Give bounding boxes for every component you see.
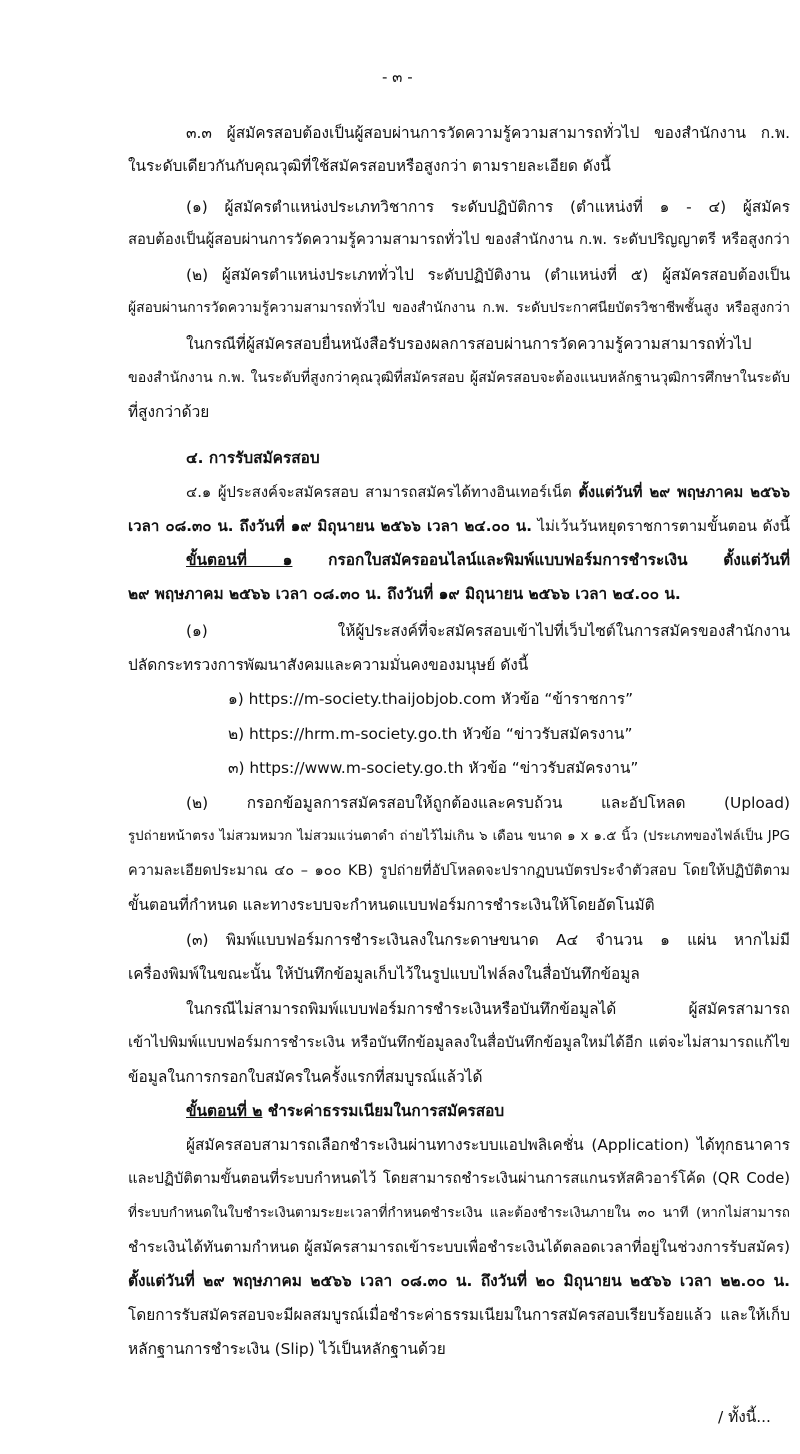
date-range-line: ตั้งแต่วันที่ ๒๙ พฤษภาคม ๒๕๖๖ เวลา ๐๘.๓๐ น. ถึงวันที่ ๒๐ มิถุนายน ๒๕๖๖ เวลา ๒๒.๐๐ น.	[128, 1272, 790, 1290]
page-number: - ๓ -	[382, 68, 413, 86]
step-heading	[186, 549, 790, 571]
paragraph-line: ในกรณีที่ผู้สมัครสอบยื่นหนังสือรับรองผลการสอบผ่านการวัดความรู้ความสามารถทั่วไป	[186, 335, 752, 353]
paragraph-line: และปฏิบัติตามขั้นตอนที่ระบบกำหนดไว้ โดยสามารถชำระเงินผ่านการสแกนรหัสคิวอาร์โค้ด (QR Code)	[128, 1170, 790, 1187]
paragraph-line: ชำระเงินได้ทันตามกำหนด ผู้สมัครสามารถเข้าระบบเพื่อชำระเงินได้ตลอดเวลาที่อยู่ในช่วงการรับสมัคร)	[128, 1238, 790, 1256]
paragraph-line: ที่สูงกว่าด้วย	[128, 403, 210, 421]
line-text: ๔.๑ ผู้ประสงค์จะสมัครสอบ สามารถสมัครได้ทางอินเทอร์เน็ต	[186, 484, 579, 501]
paragraph-line: โดยการรับสมัครสอบจะมีผลสมบูรณ์เมื่อชำระค่าธรรมเนียมในการสมัครสอบเรียบร้อยแล้ว และให้เก็บ	[128, 1306, 790, 1324]
url-item: ๓) https://www.m-society.go.th หัวข้อ “ข่าวรับสมัครงาน”	[228, 759, 639, 777]
paragraph-line: ผู้สมัครสอบสามารถเลือกชำระเงินผ่านทางระบบแอปพลิเคชั่น (Application) ได้ทุกธนาคาร	[186, 1136, 790, 1154]
paragraph-line: รูปถ่ายหน้าตรง ไม่สวมหมวก ไม่สวมแว่นตาดำ ถ่ายไว้ไม่เกิน ๖ เดือน ขนาด ๑ x ๑.๕ นิ้ว (ประเภทของไฟล์เป็น JPG	[128, 829, 790, 844]
paragraph-line: ๒๙ พฤษภาคม ๒๕๖๖ เวลา ๐๘.๓๐ น. ถึงวันที่ ๑๙ มิถุนายน ๒๕๖๖ เวลา ๒๔.๐๐ น.	[128, 585, 681, 603]
paragraph-line: ผู้สอบผ่านการวัดความรู้ความสามารถทั่วไป ของสำนักงาน ก.พ. ระดับประกาศนียบัตรวิชาชีพชั้นสูง หรือสูงกว่า	[128, 300, 790, 316]
step-heading	[186, 1100, 504, 1122]
section-heading: ๔. การรับสมัครสอบ	[186, 449, 320, 467]
paragraph-line: ของสำนักงาน ก.พ. ในระดับที่สูงกว่าคุณวุฒิที่สมัครสอบ ผู้สมัครสอบจะต้องแนบหลักฐานวุฒิการศึกษาในระดับ	[128, 370, 790, 386]
paragraph-line: ขั้นตอนที่กำหนด และทางระบบจะกำหนดแบบฟอร์มการชำระเงินให้โดยอัตโนมัติ	[128, 896, 655, 914]
paragraph-line: ในกรณีไม่สามารถพิมพ์แบบฟอร์มการชำระเงินหรือบันทึกข้อมูลได้ ผู้สมัครสามารถ	[186, 1000, 790, 1018]
paragraph-line	[186, 482, 790, 504]
paragraph-line: สอบต้องเป็นผู้สอบผ่านการวัดความรู้ความสามารถทั่วไป ของสำนักงาน ก.พ. ระดับปริญญาตรี หรือสูงกว่า	[128, 231, 790, 248]
date-range-text: เวลา ๐๘.๓๐ น. ถึงวันที่ ๑๙ มิถุนายน ๒๕๖๖ เวลา ๒๔.๐๐ น.	[128, 517, 532, 535]
step-label: ขั้นตอนที่ ๑	[186, 551, 293, 569]
paragraph-line: เข้าไปพิมพ์แบบฟอร์มการชำระเงิน หรือบันทึกข้อมูลลงในสื่อบันทึกข้อมูลใหม่ได้อีก แต่จะไม่สามารถแก้ไข	[128, 1034, 790, 1051]
paragraph-line: หลักฐานการชำระเงิน (Slip) ไว้เป็นหลักฐานด้วย	[128, 1340, 446, 1358]
paragraph-line: ๓.๓ ผู้สมัครสอบต้องเป็นผู้สอบผ่านการวัดความรู้ความสามารถทั่วไป ของสำนักงาน ก.พ.	[186, 124, 790, 142]
step-title: กรอกใบสมัครออนไลน์และพิมพ์แบบฟอร์มการชำระเงิน ตั้งแต่วันที่	[292, 551, 790, 569]
paragraph-line: (๒) กรอกข้อมูลการสมัครสอบให้ถูกต้องและครบถ้วน และอัปโหลด (Upload)	[186, 794, 790, 812]
step-title: ชำระค่าธรรมเนียมในการสมัครสอบ	[262, 1102, 505, 1120]
paragraph-line: (๑) ผู้สมัครตำแหน่งประเภทวิชาการ ระดับปฏิบัติการ (ตำแหน่งที่ ๑ - ๔) ผู้สมัคร	[186, 198, 790, 216]
paragraph-line: ข้อมูลในการกรอกใบสมัครในครั้งแรกที่สมบูรณ์แล้วได้	[128, 1068, 483, 1086]
paragraph-line: เครื่องพิมพ์ในขณะนั้น ให้บันทึกข้อมูลเก็บไว้ในรูปแบบไฟล์ลงในสื่อบันทึกข้อมูล	[128, 965, 640, 983]
line-text: ไม่เว้นวันหยุดราชการตามขั้นตอน ดังนี้	[531, 517, 790, 535]
url-item: ๑) https://m-society.thaijobjob.com หัวข้อ “ข้าราชการ”	[228, 690, 634, 708]
step-label: ขั้นตอนที่ ๒	[186, 1102, 263, 1120]
paragraph-line	[128, 515, 790, 537]
paragraph-line: ในระดับเดียวกันกับคุณวุฒิที่ใช้สมัครสอบหรือสูงกว่า ตามรายละเอียด ดังนี้	[128, 157, 611, 175]
date-range-text: ตั้งแต่วันที่ ๒๙ พฤษภาคม ๒๕๖๖	[578, 484, 790, 501]
continuation-marker: / ทั้งนี้...	[718, 1408, 771, 1426]
paragraph-line: (๑) ให้ผู้ประสงค์ที่จะสมัครสอบเข้าไปที่เว็บไซต์ในการสมัครของสำนักงาน	[186, 622, 790, 640]
paragraph-line: ที่ระบบกำหนดในใบชำระเงินตามระยะเวลาที่กำหนดชำระเงิน และต้องชำระเงินภายใน ๓๐ นาที (หากไม่สามารถ	[128, 1205, 790, 1221]
url-item: ๒) https://hrm.m-society.go.th หัวข้อ “ข่าวรับสมัครงาน”	[228, 725, 633, 743]
paragraph-line: ปลัดกระทรวงการพัฒนาสังคมและความมั่นคงของมนุษย์ ดังนี้	[128, 656, 529, 674]
paragraph-line: ความละเอียดประมาณ ๔๐ – ๑๐๐ KB) รูปถ่ายที่อัปโหลดจะปรากฏบนบัตรประจำตัวสอบ โดยให้ปฏิบัติตาม	[128, 863, 790, 879]
paragraph-line: (๓) พิมพ์แบบฟอร์มการชำระเงินลงในกระดาษขนาด A๔ จำนวน ๑ แผ่น หากไม่มี	[186, 931, 790, 949]
paragraph-line: (๒) ผู้สมัครตำแหน่งประเภททั่วไป ระดับปฏิบัติงาน (ตำแหน่งที่ ๕) ผู้สมัครสอบต้องเป็น	[186, 266, 790, 284]
